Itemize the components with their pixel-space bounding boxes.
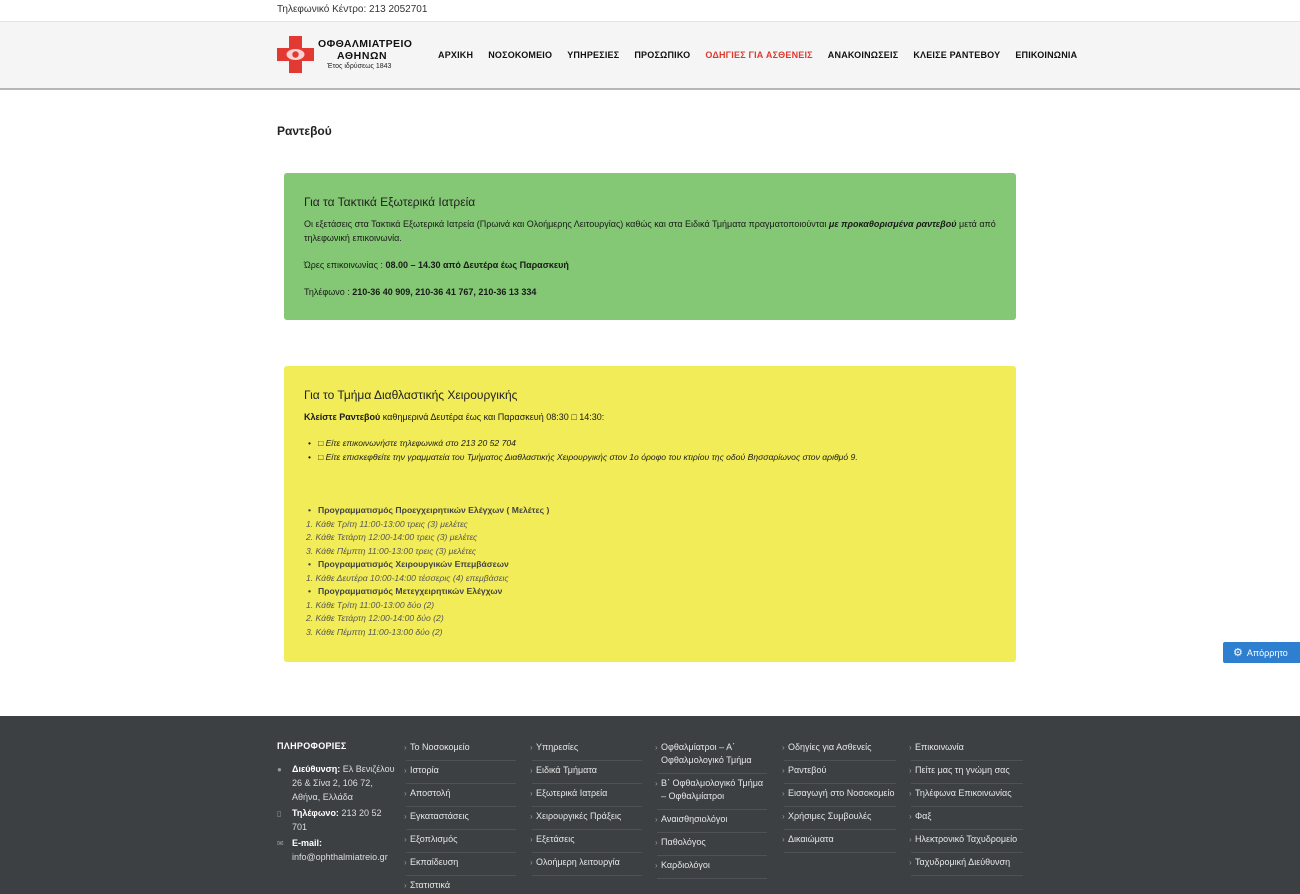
schedule-item: 1. Κάθε Τρίτη 11:00-13:00 δύο (2) — [306, 599, 435, 610]
header — [0, 22, 1300, 90]
footer-phone — [277, 806, 397, 834]
footer-link[interactable]: › Χρήσιμες Συμβουλές — [784, 807, 896, 830]
nav-services[interactable]: ΥΠΗΡΕΣΙΕΣ — [567, 50, 620, 60]
list-item: • □ Είτε επικοινωνήστε τηλεφωνικά στο 213 20 52 704 — [304, 437, 996, 451]
schedule-item: 1. Κάθε Τρίτη 11:00-13:00 τρεις (3) μελέτες — [306, 518, 468, 529]
envelope-icon: ✉ — [277, 839, 284, 848]
top-bar — [0, 0, 1300, 22]
footer-col-contact — [911, 738, 1023, 876]
footer-link[interactable]: › Φαξ — [911, 807, 1023, 830]
nav-announcements[interactable]: ΑΝΑΚΟΙΝΩΣΕΙΣ — [827, 50, 899, 60]
footer-link[interactable]: › Ιστορία — [406, 761, 516, 784]
nav-patient-guide[interactable]: ΟΔΗΓΙΕΣ ΓΙΑ ΑΣΘΕΝΕΙΣ — [705, 50, 813, 60]
footer-link[interactable]: › Εξοπλισμός — [406, 830, 516, 853]
schedule-item: 2. Κάθε Τετάρτη 12:00-14:00 δύο (2) — [306, 613, 444, 623]
email-label: E-mail: — [292, 838, 323, 848]
footer-link[interactable]: › Δικαιώματα — [784, 830, 896, 853]
phone-label: Τηλέφωνο : — [304, 287, 353, 297]
footer-email — [277, 836, 397, 864]
footer-phone-label: Τηλέφωνο: — [292, 808, 339, 818]
footer-address — [277, 762, 397, 804]
logo[interactable] — [277, 36, 417, 76]
footer-link[interactable]: › Στατιστικά — [406, 876, 516, 894]
list-item: • □ Είτε επισκεφθείτε την γραμματεία του Τμήματος Διαθλαστικής Χειρουργικής στον 1ο όροφο του κτιρίου της οδού Βησσαρίωνος στον αριθμό 9. — [304, 451, 996, 465]
refractive-title: Για το Τμήμα Διαθλαστικής Χειρουργικής — [304, 388, 518, 402]
footer-link[interactable]: › Ειδικά Τμήματα — [532, 761, 642, 784]
footer-link[interactable]: › Εκπαίδευση — [406, 853, 516, 876]
footer-col-hospital — [406, 738, 516, 894]
footer-link[interactable]: › Εισαγωγή στο Νοσοκομείο — [784, 784, 896, 807]
footer — [0, 716, 1300, 894]
footer-link[interactable]: › Χειρουργικές Πράξεις — [532, 807, 642, 830]
hours-value: 08.00 – 14.30 από Δευτέρα έως Παρασκευή — [385, 260, 569, 270]
footer-link[interactable]: › Οδηγίες για Ασθενείς — [784, 738, 896, 761]
footer-link[interactable]: › Οφθαλμίατροι – Α΄ Οφθαλμολογικό Τμήμα — [657, 738, 767, 774]
footer-link[interactable]: › Τηλέφωνα Επικοινωνίας — [911, 784, 1023, 807]
page-title: Ραντεβού — [277, 124, 332, 138]
privacy-label: Απόρρητο — [1246, 647, 1288, 658]
red-cross-icon — [277, 36, 314, 73]
outpatient-box — [284, 173, 1016, 320]
email-value[interactable]: info@ophthalmiatreio.gr — [292, 852, 388, 862]
schedule-item: 2. Κάθε Τετάρτη 12:00-14:00 τρεις (3) μελέτες — [306, 532, 478, 542]
footer-link[interactable]: › Ταχυδρομική Διεύθυνση — [911, 853, 1023, 876]
footer-link[interactable]: › Ραντεβού — [784, 761, 896, 784]
nav-contact[interactable]: ΕΠΙΚΟΙΝΩΝΙΑ — [1015, 50, 1078, 60]
desc-tail: μετά από τηλεφωνική επικοινωνία. — [304, 219, 996, 243]
desc-text: Οι εξετάσεις στα Τακτικά Εξωτερικά Ιατρεία (Πρωινά και Ολοήμερης Λειτουργίας) καθώς και στα Ειδικά Τμήματα πραγματοποιούνται — [304, 219, 829, 229]
logo-founded: Έτος ιδρύσεως 1843 — [327, 63, 392, 70]
switchboard-phone: Τηλεφωνικό Κέντρο: 213 2052701 — [277, 4, 428, 15]
schedule-heading: • Προγραμματισμός Προεγχειρητικών Ελέγχων ( Μελέτες ) — [304, 504, 996, 518]
gear-icon: ⚙ — [1233, 647, 1243, 659]
footer-link[interactable]: › Ηλεκτρονικό Ταχυδρομείο — [911, 830, 1023, 853]
footer-link[interactable]: › Επικοινωνία — [911, 738, 1023, 761]
footer-link[interactable]: › Αναισθησιολόγοι — [657, 810, 767, 833]
outpatient-phone — [304, 285, 996, 299]
schedule-item: 1. Κάθε Δευτέρα 10:00-14:00 τέσσερις (4) επεμβάσεις — [306, 572, 509, 583]
footer-info-title: ΠΛΗΡΟΦΟΡΙΕΣ — [277, 741, 347, 751]
intro-rest: καθημερινά Δευτέρα έως και Παρασκευή 08:30 □ 14:30: — [380, 412, 605, 422]
footer-link[interactable]: › Παθολόγος — [657, 833, 767, 856]
outpatient-title: Για τα Τακτικά Εξωτερικά Ιατρεία — [304, 195, 476, 209]
nav-book-appointment[interactable]: ΚΛΕΙΣΕ ΡΑΝΤΕΒΟΥ — [913, 50, 1001, 60]
schedule-item: 3. Κάθε Πέμπτη 11:00-13:00 δύο (2) — [306, 626, 443, 637]
main-nav — [438, 50, 1092, 60]
footer-link[interactable]: › Β΄ Οφθαλμολογικό Τμήμα – Οφθαλμίατροι — [657, 774, 767, 810]
footer-col-services — [532, 738, 642, 876]
desc-bold: με προκαθορισμένα ραντεβού — [828, 219, 957, 229]
logo-line-2: ΑΘΗΝΩΝ — [337, 50, 388, 62]
contact-options — [304, 437, 996, 464]
schedule — [304, 504, 996, 639]
hours-label: Ώρες επικοινωνίας : — [304, 260, 386, 270]
schedule-heading: • Προγραμματισμός Χειρουργικών Επεμβάσεων — [304, 558, 996, 572]
location-pin-icon: ● — [277, 765, 282, 774]
intro-bold: Κλείστε Ραντεβού — [304, 412, 381, 422]
nav-home[interactable]: ΑΡΧΙΚΗ — [438, 50, 474, 60]
footer-link[interactable]: › Εγκαταστάσεις — [406, 807, 516, 830]
footer-phone-value: 213 20 52 701 — [292, 808, 382, 832]
footer-link[interactable]: › Ολοήμερη λειτουργία — [532, 853, 642, 876]
footer-link[interactable]: › Καρδιολόγοι — [657, 856, 767, 879]
schedule-item: 3. Κάθε Πέμπτη 11:00-13:00 τρεις (3) μελέτες — [306, 545, 477, 556]
footer-link[interactable]: › Εξετάσεις — [532, 830, 642, 853]
refractive-surgery-box — [284, 366, 1016, 662]
nav-hospital[interactable]: ΝΟΣΟΚΟΜΕΙΟ — [488, 50, 553, 60]
schedule-heading: • Προγραμματισμός Μετεγχειρητικών Ελέγχων — [304, 585, 996, 599]
footer-link[interactable]: › Το Νοσοκομείο — [406, 738, 516, 761]
phone-value: 210-36 40 909, 210-36 41 767, 210-36 13 334 — [352, 287, 537, 297]
footer-link[interactable]: › Αποστολή — [406, 784, 516, 807]
phone-icon: ▯ — [277, 809, 282, 818]
privacy-button[interactable] — [1223, 642, 1300, 663]
address-value: Ελ Βενιζέλου 26 & Σίνα 2, 106 72, Αθήνα, Ελλάδα — [292, 764, 395, 802]
outpatient-description — [304, 217, 996, 245]
footer-link[interactable]: › Εξωτερικά Ιατρεία — [532, 784, 642, 807]
contact-hours — [304, 258, 996, 272]
logo-line-1: ΟΦΘΑΛΜΙΑΤΡΕΙΟ — [318, 38, 413, 50]
refractive-intro — [304, 410, 996, 424]
footer-link[interactable]: › Πείτε μας τη γνώμη σας — [911, 761, 1023, 784]
nav-staff[interactable]: ΠΡΟΣΩΠΙΚΟ — [634, 50, 691, 60]
footer-col-patients — [784, 738, 896, 853]
footer-link[interactable]: › Υπηρεσίες — [532, 738, 642, 761]
address-label: Διεύθυνση: — [292, 764, 341, 774]
footer-col-staff — [657, 738, 767, 879]
